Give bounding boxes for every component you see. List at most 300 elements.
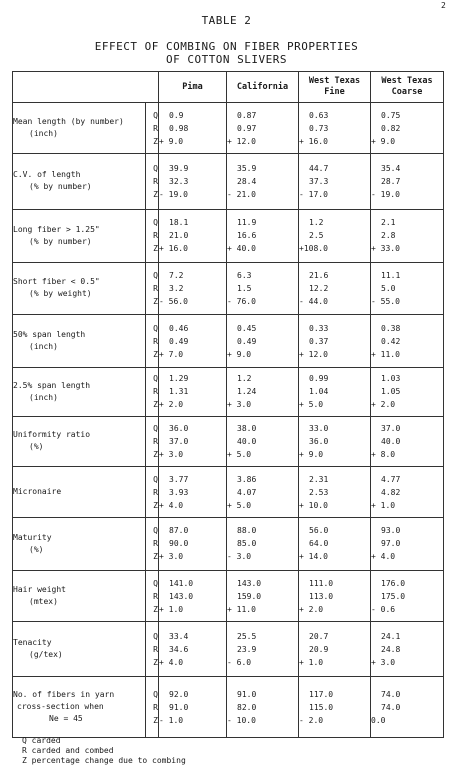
column-header-line: Fine — [324, 87, 345, 98]
row-codes — [146, 570, 159, 622]
code-letter: Q — [153, 578, 158, 588]
property-label — [13, 154, 146, 210]
table-row — [13, 154, 444, 210]
value-cell — [227, 416, 299, 467]
cell-value: 117.0 — [309, 689, 334, 699]
code-letter: Q — [153, 526, 158, 536]
cell-value: + 16.0 — [299, 136, 328, 146]
legend-r: R carded and combed — [22, 746, 114, 755]
legend-z: Z percentage change due to combing — [22, 756, 186, 765]
cell-value: 37.0 — [381, 423, 401, 433]
cell-value: - 0.6 — [371, 604, 396, 614]
property-unit: (g/tex) — [29, 650, 63, 660]
cell-value: 16.6 — [237, 231, 257, 241]
property-name: Tenacity — [13, 638, 52, 648]
cell-value: 28.4 — [237, 176, 257, 186]
value-cell — [159, 570, 227, 622]
column-header — [299, 72, 371, 103]
code-letter: Q — [153, 163, 158, 173]
page-number: 2 — [441, 1, 446, 10]
property-name: Hair weight — [13, 585, 66, 594]
column-header-line: Coarse — [391, 87, 423, 98]
property-unit: (%) — [29, 544, 44, 554]
value-cell — [299, 367, 371, 416]
row-codes — [146, 315, 159, 368]
cell-value: 44.7 — [309, 163, 329, 173]
cell-value: 175.0 — [381, 591, 406, 601]
cell-value: - 55.0 — [371, 296, 400, 306]
value-cell — [227, 367, 299, 416]
cell-value: 7.2 — [169, 270, 184, 280]
value-cell — [159, 315, 227, 368]
cell-value: 23.9 — [237, 644, 257, 654]
cell-value: 35.4 — [381, 163, 401, 173]
cell-value: + 11.0 — [227, 604, 256, 614]
property-unit: (% by number) — [29, 182, 92, 192]
cell-value: - 56.0 — [159, 296, 188, 306]
cell-value: 115.0 — [309, 702, 334, 712]
cell-value: + 12.0 — [227, 136, 256, 146]
cell-value: 25.5 — [237, 631, 257, 641]
value-cell — [371, 367, 444, 416]
property-name: Maturity — [13, 532, 52, 542]
cell-value: 93.0 — [381, 526, 401, 536]
row-codes — [146, 517, 159, 570]
header-row — [13, 72, 444, 103]
code-letter: Q — [153, 323, 158, 333]
cell-value: 21.0 — [169, 231, 189, 241]
value-cell — [159, 416, 227, 467]
property-name: 2.5% span length — [13, 380, 91, 390]
code-letter: R — [153, 591, 158, 601]
cell-value: 2.53 — [309, 487, 329, 497]
cell-value: 0.75 — [381, 110, 401, 120]
table-row — [13, 517, 444, 570]
table-title: TABLE 2 — [201, 14, 252, 27]
cell-value: 141.0 — [169, 578, 194, 588]
property-unit: (% by number) — [29, 236, 92, 246]
cell-value: 88.0 — [237, 526, 257, 536]
code-letter: Z — [153, 449, 158, 459]
cell-value: 74.0 — [381, 702, 401, 712]
row-codes — [146, 262, 159, 315]
value-cell — [371, 209, 444, 262]
value-cell — [299, 416, 371, 467]
cell-value: - 17.0 — [299, 189, 328, 199]
code-letter: R — [153, 539, 158, 549]
cell-value: 64.0 — [309, 539, 329, 549]
cell-value: 40.0 — [381, 436, 401, 446]
cell-value: 0.38 — [381, 323, 401, 333]
value-cell — [227, 677, 299, 738]
cell-value: + 40.0 — [227, 244, 256, 254]
table-subtitle-line2: OF COTTON SLIVERS — [165, 53, 288, 66]
row-codes — [146, 154, 159, 210]
column-header-line: West Texas — [308, 76, 361, 87]
property-label — [13, 315, 146, 368]
cell-value: + 7.0 — [159, 349, 184, 359]
value-cell — [299, 677, 371, 738]
value-cell — [227, 570, 299, 622]
value-cell — [227, 622, 299, 677]
table-row — [13, 677, 444, 738]
value-cell — [371, 262, 444, 315]
code-letter: Z — [153, 349, 158, 359]
value-cell — [371, 416, 444, 467]
value-cell — [299, 622, 371, 677]
table-row — [13, 416, 444, 467]
cell-value: 38.0 — [237, 423, 257, 433]
property-name: No. of fibers in yarn — [13, 690, 115, 700]
cell-value: 91.0 — [169, 702, 189, 712]
row-codes — [146, 622, 159, 677]
cell-value: 0.45 — [237, 323, 257, 333]
value-cell — [371, 154, 444, 210]
property-label — [13, 677, 146, 738]
cell-value: + 12.0 — [299, 349, 328, 359]
cell-value: 40.0 — [237, 436, 257, 446]
table-row — [13, 570, 444, 622]
property-label — [13, 367, 146, 416]
cell-value: - 10.0 — [227, 715, 256, 725]
cell-value: 2.1 — [381, 218, 396, 228]
cell-value: 1.03 — [381, 374, 401, 384]
code-letter: Q — [153, 474, 158, 484]
cell-value: 1.31 — [169, 387, 189, 397]
cell-value: 37.0 — [169, 436, 189, 446]
code-letter: Q — [153, 374, 158, 384]
table-row — [13, 622, 444, 677]
cell-value: 0.49 — [169, 336, 189, 346]
cell-value: + 1.0 — [159, 604, 184, 614]
cell-value: 5.0 — [381, 283, 396, 293]
cell-value: 2.5 — [309, 231, 324, 241]
column-header-line: West Texas — [381, 76, 433, 87]
cell-value: 90.0 — [169, 539, 189, 549]
cell-value: 4.07 — [237, 487, 257, 497]
cell-value: + 8.0 — [371, 449, 396, 459]
cell-value: 4.77 — [381, 474, 401, 484]
code-letter: Z — [153, 715, 158, 725]
cell-value: 0.49 — [237, 336, 257, 346]
code-letter: R — [153, 231, 158, 241]
cell-value: - 6.0 — [227, 657, 252, 667]
code-letter: R — [153, 387, 158, 397]
row-codes — [146, 467, 159, 518]
cell-value: 20.9 — [309, 644, 329, 654]
cell-value: 33.4 — [169, 631, 189, 641]
row-codes — [146, 367, 159, 416]
value-cell — [299, 315, 371, 368]
property-label — [13, 209, 146, 262]
cell-value: 92.0 — [169, 689, 189, 699]
value-cell — [371, 677, 444, 738]
cell-value: - 1.0 — [159, 715, 184, 725]
value-cell — [159, 262, 227, 315]
cell-value: 12.2 — [309, 283, 329, 293]
cell-value: +108.0 — [299, 244, 328, 254]
cell-value: 1.05 — [381, 387, 401, 397]
column-header — [159, 72, 227, 103]
cell-value: + 3.0 — [227, 400, 252, 410]
cell-value: 0.46 — [169, 323, 189, 333]
code-letter: Q — [153, 270, 158, 280]
cell-value: 24.8 — [381, 644, 401, 654]
cell-value: 4.82 — [381, 487, 401, 497]
code-letter: R — [153, 336, 158, 346]
cell-value: 33.0 — [309, 423, 329, 433]
property-unit: (mtex) — [29, 597, 58, 606]
cell-value: 3.93 — [169, 487, 189, 497]
cell-value: - 3.0 — [227, 552, 252, 562]
cell-value: 3.77 — [169, 474, 189, 484]
cell-value: 74.0 — [381, 689, 401, 699]
value-cell — [299, 103, 371, 154]
cell-value: 0.33 — [309, 323, 329, 333]
table-row — [13, 262, 444, 315]
cell-value: 143.0 — [237, 578, 262, 588]
property-name: Short fiber < 0.5" — [13, 277, 100, 287]
column-header — [227, 72, 299, 103]
legend — [22, 736, 186, 766]
value-cell — [299, 517, 371, 570]
cell-value: - 19.0 — [159, 189, 188, 199]
cell-value: 35.9 — [237, 163, 257, 173]
code-letter: Z — [153, 296, 158, 306]
cell-value: 34.6 — [169, 644, 189, 654]
cell-value: 2.31 — [309, 474, 329, 484]
cell-value: + 10.0 — [299, 500, 328, 510]
property-label — [13, 570, 146, 622]
code-letter: Z — [153, 244, 158, 254]
property-label — [13, 416, 146, 467]
cell-value: + 33.0 — [371, 244, 400, 254]
cell-value: 0.9 — [169, 110, 184, 120]
legend-q: Q carded — [22, 736, 61, 745]
value-cell — [371, 467, 444, 518]
value-cell — [159, 677, 227, 738]
value-cell — [227, 262, 299, 315]
code-letter: R — [153, 644, 158, 654]
cell-value: 21.6 — [309, 270, 329, 280]
property-label — [13, 517, 146, 570]
value-cell — [159, 622, 227, 677]
code-letter: R — [153, 702, 158, 712]
cell-value: 32.3 — [169, 176, 189, 186]
value-cell — [299, 209, 371, 262]
cell-value: + 4.0 — [371, 552, 396, 562]
cell-value: - 21.0 — [227, 189, 256, 199]
cell-value: 176.0 — [381, 578, 406, 588]
value-cell — [159, 103, 227, 154]
value-cell — [159, 154, 227, 210]
cell-value: 2.8 — [381, 231, 396, 241]
cell-value: 85.0 — [237, 539, 257, 549]
code-letter: Z — [153, 657, 158, 667]
cell-value: 11.9 — [237, 218, 257, 228]
cell-value: 20.7 — [309, 631, 329, 641]
table-row — [13, 209, 444, 262]
cell-value: + 9.0 — [299, 449, 324, 459]
cell-value: 1.29 — [169, 374, 189, 384]
cell-value: + 1.0 — [371, 500, 396, 510]
cell-value: + 14.0 — [299, 552, 328, 562]
row-codes — [146, 103, 159, 154]
cell-value: + 3.0 — [159, 449, 184, 459]
value-cell — [227, 517, 299, 570]
cell-value: 37.3 — [309, 176, 329, 186]
cell-value: 0.98 — [169, 123, 189, 133]
value-cell — [371, 570, 444, 622]
cell-value: 0.87 — [237, 110, 257, 120]
property-name: Mean length (by number) — [13, 117, 124, 127]
property-name: 50% span length — [13, 330, 86, 340]
cell-value: 18.1 — [169, 218, 189, 228]
table-row — [13, 467, 444, 518]
property-name: Long fiber > 1.25" — [13, 224, 100, 234]
cell-value: + 9.0 — [227, 349, 252, 359]
cell-value: 11.1 — [381, 270, 401, 280]
cell-value: + 4.0 — [159, 657, 184, 667]
table-row — [13, 103, 444, 154]
value-cell — [227, 209, 299, 262]
table-row — [13, 367, 444, 416]
cell-value: 0.37 — [309, 336, 329, 346]
cell-value: 87.0 — [169, 526, 189, 536]
code-letter: Q — [153, 110, 158, 120]
value-cell — [227, 315, 299, 368]
code-letter: R — [153, 487, 158, 497]
value-cell — [299, 467, 371, 518]
cell-value: 1.24 — [237, 387, 257, 397]
value-cell — [227, 467, 299, 518]
cell-value: 56.0 — [309, 526, 329, 536]
code-letter: Z — [153, 136, 158, 146]
property-unit: (inch) — [29, 392, 58, 402]
cell-value: 159.0 — [237, 591, 262, 601]
cell-value: 1.2 — [237, 374, 252, 384]
cell-value: + 9.0 — [159, 136, 184, 146]
fiber-properties-table — [12, 71, 444, 738]
property-unit: (inch) — [29, 342, 58, 352]
cell-value: 39.9 — [169, 163, 189, 173]
column-header — [371, 72, 444, 103]
cell-value: + 16.0 — [159, 244, 188, 254]
header-blank — [13, 72, 159, 103]
column-header-line: Pima — [182, 81, 203, 92]
code-letter: R — [153, 123, 158, 133]
cell-value: 0.42 — [381, 336, 401, 346]
property-unit: (inch) — [29, 129, 58, 139]
cell-value: 91.0 — [237, 689, 257, 699]
column-header-line: California — [236, 81, 289, 92]
cell-value: + 5.0 — [227, 449, 252, 459]
cell-value: - 2.0 — [299, 715, 324, 725]
property-name: C.V. of length — [13, 170, 81, 180]
property-unit: cross-section when — [17, 702, 104, 712]
value-cell — [159, 517, 227, 570]
property-label — [13, 622, 146, 677]
value-cell — [371, 103, 444, 154]
property-unit: Ne = 45 — [49, 714, 83, 724]
cell-value: 0.99 — [309, 374, 329, 384]
value-cell — [299, 154, 371, 210]
table-row — [13, 315, 444, 368]
cell-value: 36.0 — [309, 436, 329, 446]
cell-value: + 2.0 — [299, 604, 324, 614]
cell-value: 0.73 — [309, 123, 329, 133]
cell-value: 82.0 — [237, 702, 257, 712]
property-name: Uniformity ratio — [13, 430, 91, 440]
cell-value: 0.82 — [381, 123, 401, 133]
cell-value: 111.0 — [309, 578, 334, 588]
value-cell — [227, 154, 299, 210]
cell-value: 1.2 — [309, 218, 324, 228]
value-cell — [159, 367, 227, 416]
cell-value: 3.2 — [169, 283, 184, 293]
value-cell — [371, 315, 444, 368]
row-codes — [146, 209, 159, 262]
cell-value: + 2.0 — [159, 400, 184, 410]
cell-value: 1.5 — [237, 283, 252, 293]
code-letter: Q — [153, 631, 158, 641]
property-unit: (% by weight) — [29, 289, 92, 299]
cell-value: 36.0 — [169, 423, 189, 433]
cell-value: 113.0 — [309, 591, 334, 601]
code-letter: Z — [153, 500, 158, 510]
cell-value: + 9.0 — [371, 136, 396, 146]
property-unit: (%) — [29, 442, 44, 452]
cell-value: - 19.0 — [371, 189, 400, 199]
cell-value: + 3.0 — [371, 657, 396, 667]
row-codes — [146, 416, 159, 467]
row-codes — [146, 677, 159, 738]
cell-value: 143.0 — [169, 591, 194, 601]
cell-value: 1.04 — [309, 387, 329, 397]
cell-value: 24.1 — [381, 631, 401, 641]
code-letter: Z — [153, 189, 158, 199]
code-letter: Q — [153, 423, 158, 433]
value-cell — [371, 517, 444, 570]
cell-value: + 2.0 — [371, 400, 396, 410]
code-letter: Z — [153, 552, 158, 562]
cell-value: - 76.0 — [227, 296, 256, 306]
cell-value: 0.97 — [237, 123, 257, 133]
cell-value: 6.3 — [237, 270, 252, 280]
cell-value: + 5.0 — [227, 500, 252, 510]
cell-value: + 4.0 — [159, 500, 184, 510]
cell-value: 0.63 — [309, 110, 329, 120]
cell-value: 0.0 — [371, 715, 386, 725]
cell-value: - 44.0 — [299, 296, 328, 306]
value-cell — [227, 103, 299, 154]
cell-value: 28.7 — [381, 176, 401, 186]
code-letter: Z — [153, 604, 158, 614]
code-letter: Z — [153, 400, 158, 410]
code-letter: R — [153, 283, 158, 293]
code-letter: R — [153, 176, 158, 186]
property-label — [13, 262, 146, 315]
property-label — [13, 103, 146, 154]
value-cell — [159, 209, 227, 262]
cell-value: 97.0 — [381, 539, 401, 549]
code-letter: Q — [153, 689, 158, 699]
cell-value: + 11.0 — [371, 349, 400, 359]
cell-value: + 1.0 — [299, 657, 324, 667]
cell-value: + 3.0 — [159, 552, 184, 562]
value-cell — [371, 622, 444, 677]
property-name: Micronaire — [13, 487, 62, 497]
